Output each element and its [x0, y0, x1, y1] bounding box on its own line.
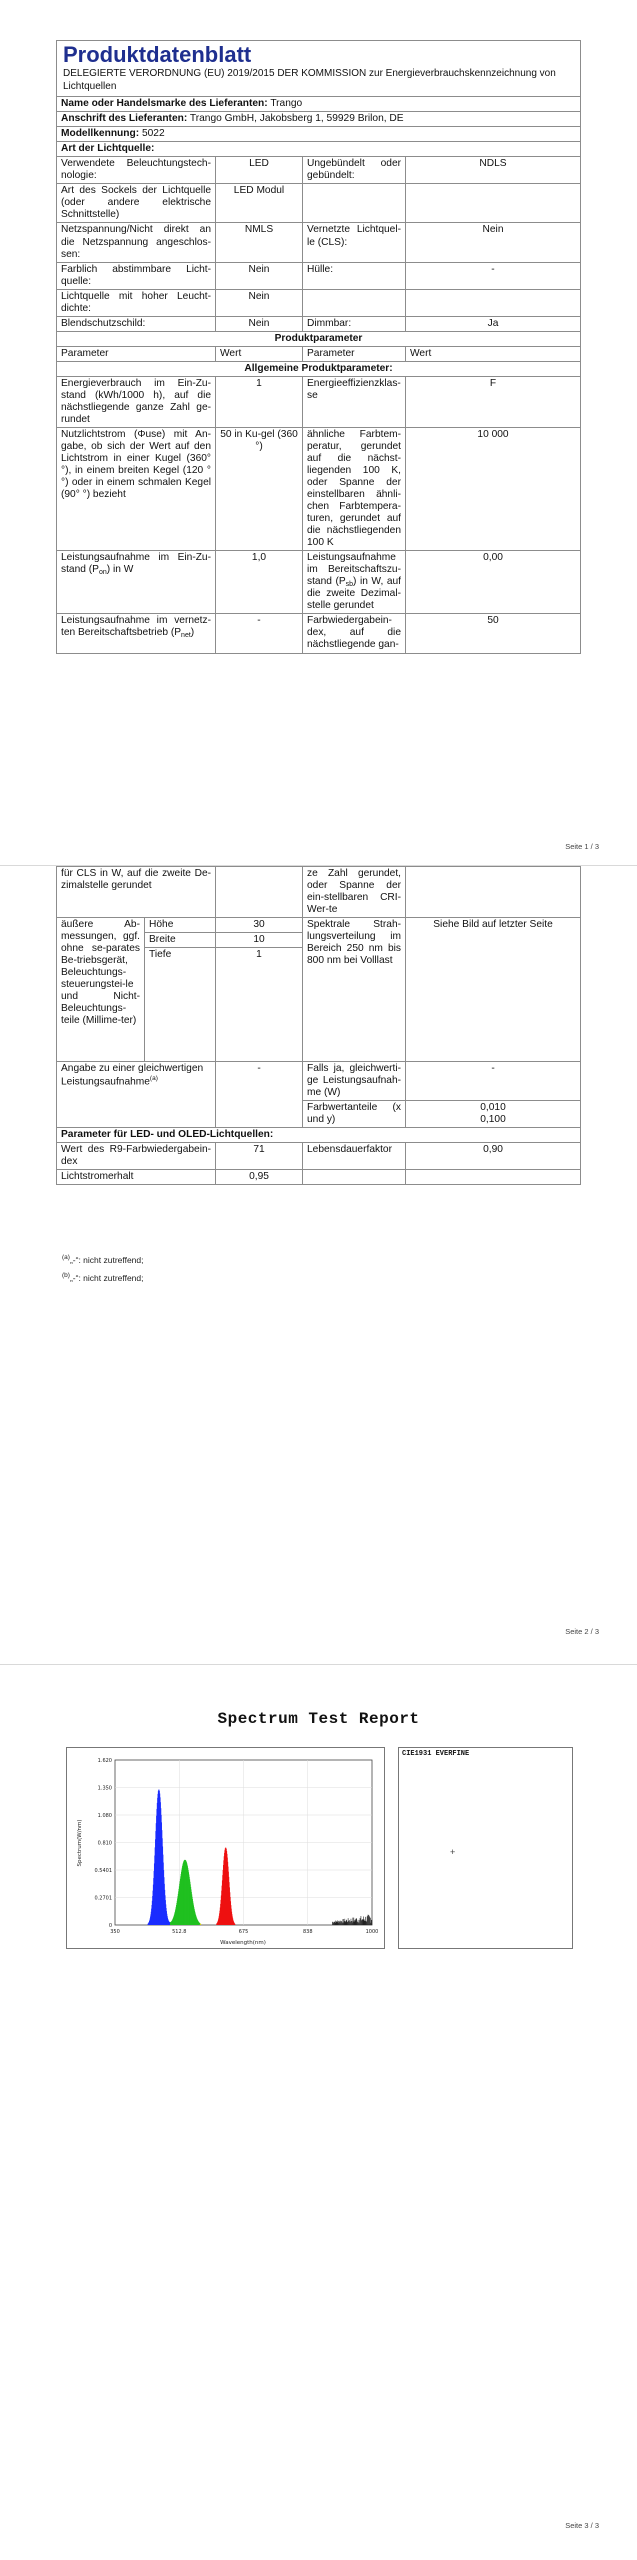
table-row: [57, 157, 581, 184]
y-tick-label: 0.5401: [94, 1868, 112, 1874]
y-tick-label: 1.350: [97, 1785, 112, 1792]
column-header-row: [57, 346, 581, 361]
param-value: Nein: [406, 223, 581, 262]
label-subscript: net: [181, 632, 191, 640]
param-label: Art des Sockels der Lichtquelle (oder andere elektrische Schnittstelle): [57, 184, 216, 223]
table-row: [57, 867, 581, 918]
equivalent-power-w-value: -: [406, 1062, 581, 1101]
param-value: LED: [216, 157, 303, 184]
param-value: [406, 184, 581, 223]
footnote-text: „-“: nicht zutreffend;: [69, 1272, 144, 1283]
empty-cell: [303, 1170, 406, 1185]
spectral-distribution-label: Spektrale Strah-lungsverteilung im Bereich 250 nm bis 800 nm bei Volllast: [303, 918, 406, 1062]
header-cell: [57, 41, 581, 97]
footnote-text: „-“: nicht zutreffend;: [69, 1254, 144, 1265]
y-tick-label: 0: [108, 1923, 112, 1929]
x-tick-label: 675: [238, 1929, 249, 1935]
page-2: [0, 866, 637, 1664]
dimension-value: 10: [216, 933, 303, 948]
x-tick-label: 838: [302, 1929, 313, 1935]
label-text: Angabe zu einer gleichwertigen Leistungsaufnahme: [61, 1063, 204, 1088]
param-label: Blendschutzschild:: [57, 316, 216, 331]
page-number: Seite 1 / 3: [565, 842, 599, 851]
spectrum-chart: [67, 1748, 384, 1948]
light-source-type-label: Art der Lichtquelle:: [57, 142, 581, 157]
table-row: [57, 1062, 581, 1101]
table-row: [57, 427, 581, 550]
dimension-name: Breite: [145, 933, 216, 948]
regulation-subtitle: DELEGIERTE VERORDNUNG (EU) 2019/2015 DER KOMMISSION zur Energieverbrauchskennzeichnung von Lichtquellen: [63, 68, 556, 93]
energy-class-label: Energieeffizienzklas-se: [303, 376, 406, 427]
on-mode-power-value: 1,0: [216, 551, 303, 614]
color-temperature-label: ähnliche Farbtem-peratur, gerundet auf die nächst-liegenden 100 K, oder Spanne der einstellbaren ähnli-chen Farbtempera-turen, gerundet auf die nächstliegenden 100 K: [303, 427, 406, 550]
r9-label: Wert des R9-Farbwiedergabein-dex: [57, 1143, 216, 1170]
general-params-header: Allgemeine Produktparameter:: [57, 361, 581, 376]
column-header-parameter: Parameter: [303, 346, 406, 361]
supplier-address: Trango GmbH, Jakobsberg 1, 59929 Brilon, DE: [189, 113, 404, 125]
luminous-flux-label: Nutzlichtstrom (Φuse) mit An-gabe, ob sich der Wert auf den Lichtstrom in einer Kugel (360° °), in einem breiten Kegel (120 °°) oder in einem schmalen Kegel (90° °) bezieht: [57, 427, 216, 550]
chromaticity-label: Farbwertanteile (x und y): [303, 1101, 406, 1128]
energy-consumption-label: Energieverbrauch im Ein-Zu-stand (kWh/1000 h), auf die nächstliegende ganze Zahl ge-rundet: [57, 376, 216, 427]
x-tick-label: 1000: [365, 1929, 379, 1935]
networked-standby-label-cont: für CLS in W, auf die zweite De-zimalstelle gerundet: [57, 867, 216, 918]
table-row: [57, 918, 581, 933]
param-label: [303, 289, 406, 316]
model-id: 5022: [141, 128, 165, 140]
footnote-mark: (b): [62, 1272, 70, 1279]
supplier-name: Trango: [270, 98, 303, 110]
spectral-distribution-value: Siehe Bild auf letzter Seite: [406, 918, 581, 1062]
color-temperature-value: 10 000: [406, 427, 581, 550]
table-row: [57, 614, 581, 653]
label-text: Leistungsaufnahme im Ein-Zu-stand (P: [61, 552, 211, 576]
param-label: [303, 184, 406, 223]
chromaticity-x: 0,010: [480, 1102, 506, 1114]
standby-power-value: 0,00: [406, 551, 581, 614]
chromaticity-y: 0,100: [480, 1114, 506, 1126]
y-tick-label: 0.2701: [94, 1895, 112, 1902]
equivalent-power-value: -: [216, 1062, 303, 1128]
energy-consumption-value: 1: [216, 376, 303, 427]
document-title: Produktdatenblatt: [63, 42, 252, 67]
dimension-name: Tiefe: [145, 948, 216, 1062]
label-text: ) in W, auf die zweite Dezimal-stelle gerundet: [307, 576, 401, 612]
dimensions-label: äußere Ab-messungen, ggf. ohne se-parates Be-triebsgerät, Beleuchtungs-steuerungstei-le und Nicht-Beleuchtungs-teile (Millime-ter): [57, 918, 145, 1062]
label-text: Leistungsaufnahme im Bereitschaftszu-stand (P: [307, 552, 401, 588]
dimension-name: Höhe: [145, 918, 216, 933]
y-tick-label: 1.620: [97, 1758, 112, 1764]
label-text: ): [190, 627, 195, 639]
y-axis-label: Spectrum(W/nm): [77, 1819, 83, 1867]
lumen-maintenance-value: 0,95: [216, 1170, 303, 1185]
report-title: Spectrum Test Report: [217, 1710, 420, 1728]
footnote-b: [62, 1272, 144, 1283]
table-row: [57, 551, 581, 614]
cie-chart-panel: [398, 1747, 573, 1949]
param-label: Netzspannung/Nicht direkt an die Netzspannung angeschlos-sen:: [57, 223, 216, 262]
model-label: Modellkennung:: [61, 128, 140, 140]
table-row: [57, 223, 581, 262]
param-label: Ungebündelt oder gebündelt:: [303, 157, 406, 184]
table-row: [57, 262, 581, 289]
param-value: NDLS: [406, 157, 581, 184]
supplier-name-label: Name oder Handelsmarke des Lieferanten:: [61, 98, 268, 110]
empty-cell: [216, 867, 303, 918]
chromaticity-marker: +: [450, 1847, 456, 1857]
survival-factor-value: 0,90: [406, 1143, 581, 1170]
supplier-address-label: Anschrift des Lieferanten:: [61, 113, 188, 125]
spectrum-chart-panel: [66, 1747, 385, 1949]
cri-value: 50: [406, 614, 581, 653]
label-subscript: sb: [345, 581, 354, 589]
empty-cell: [406, 867, 581, 918]
x-axis-label: Wavelength(nm): [220, 1940, 266, 1946]
page-3: [0, 1665, 637, 2560]
param-value: -: [406, 262, 581, 289]
param-label: Dimmbar:: [303, 316, 406, 331]
table-row: [57, 184, 581, 223]
luminous-flux-value: 50 in Ku-gel (360 °): [216, 427, 303, 550]
footnote-mark: (a): [62, 1254, 70, 1261]
dimension-value: 30: [216, 918, 303, 933]
column-header-value: Wert: [216, 346, 303, 361]
x-tick-label: 350: [110, 1929, 120, 1935]
column-header-value: Wert: [406, 346, 581, 361]
label-subscript: on: [98, 569, 107, 577]
param-value: [406, 289, 581, 316]
empty-cell: [406, 1170, 581, 1185]
r9-value: 71: [216, 1143, 303, 1170]
label-text: Leistungsaufnahme im vernetz-ten Bereitschaftsbetrieb (P: [61, 615, 211, 639]
param-label: Vernetzte Lichtquel-le (CLS):: [303, 223, 406, 262]
survival-factor-label: Lebensdauerfaktor: [303, 1143, 406, 1170]
y-tick-label: 0.810: [97, 1840, 112, 1847]
y-tick-labels: [95, 1758, 113, 1929]
page-1: [0, 0, 637, 865]
table-row: [57, 1170, 581, 1185]
page-number: Seite 3 / 3: [565, 2521, 599, 2530]
on-mode-power-label: [57, 551, 216, 614]
product-params-header: Produktparameter: [57, 331, 581, 346]
param-label: Farblich abstimmbare Licht-quelle:: [57, 262, 216, 289]
param-value: Nein: [216, 316, 303, 331]
param-value: Ja: [406, 316, 581, 331]
param-value: NMLS: [216, 223, 303, 262]
table-row: [57, 316, 581, 331]
table-row: [57, 376, 581, 427]
table-row: [57, 1143, 581, 1170]
chromaticity-values: [406, 1101, 581, 1128]
param-value: Nein: [216, 289, 303, 316]
param-value: LED Modul: [216, 184, 303, 223]
footnote-ref: (a): [149, 1075, 158, 1083]
column-header-parameter: Parameter: [57, 346, 216, 361]
led-params-header: Parameter für LED- und OLED-Lichtquellen:: [57, 1128, 581, 1143]
networked-standby-value: -: [216, 614, 303, 653]
param-value: Nein: [216, 262, 303, 289]
datasheet-table-page-2: [56, 866, 581, 1185]
equivalent-power-label: [57, 1062, 216, 1128]
cri-label-cont: ze Zahl gerundet, oder Spanne der ein-stellbaren CRI-Wer-te: [303, 867, 406, 918]
param-label: Verwendete Beleuchtungstech-nologie:: [57, 157, 216, 184]
param-label: Lichtquelle mit hoher Leucht-dichte:: [57, 289, 216, 316]
equivalent-power-w-label: Falls ja, gleichwerti-ge Leistungsaufnah-me (W): [303, 1062, 406, 1101]
cie-chart-label: CIE1931 EVERFINE: [402, 1750, 470, 1758]
lumen-maintenance-label: Lichtstromerhalt: [57, 1170, 216, 1185]
supplier-name-row: [57, 97, 581, 112]
param-label: Hülle:: [303, 262, 406, 289]
x-tick-label: 512.8: [172, 1929, 187, 1935]
datasheet-table-page-1: [56, 40, 581, 654]
networked-standby-label: [57, 614, 216, 653]
supplier-address-row: [57, 112, 581, 127]
x-tick-labels: [110, 1929, 378, 1935]
energy-class-value: F: [406, 376, 581, 427]
footnote-a: [62, 1254, 144, 1265]
table-row: [57, 289, 581, 316]
label-text: ) in W: [106, 564, 134, 576]
cri-label: Farbwiedergabein-dex, auf die nächstliegende gan-: [303, 614, 406, 653]
model-row: [57, 127, 581, 142]
page-number: Seite 2 / 3: [565, 1627, 599, 1636]
y-tick-label: 1.080: [97, 1813, 112, 1819]
dimension-value: 1: [216, 948, 303, 1062]
standby-power-label: [303, 551, 406, 614]
